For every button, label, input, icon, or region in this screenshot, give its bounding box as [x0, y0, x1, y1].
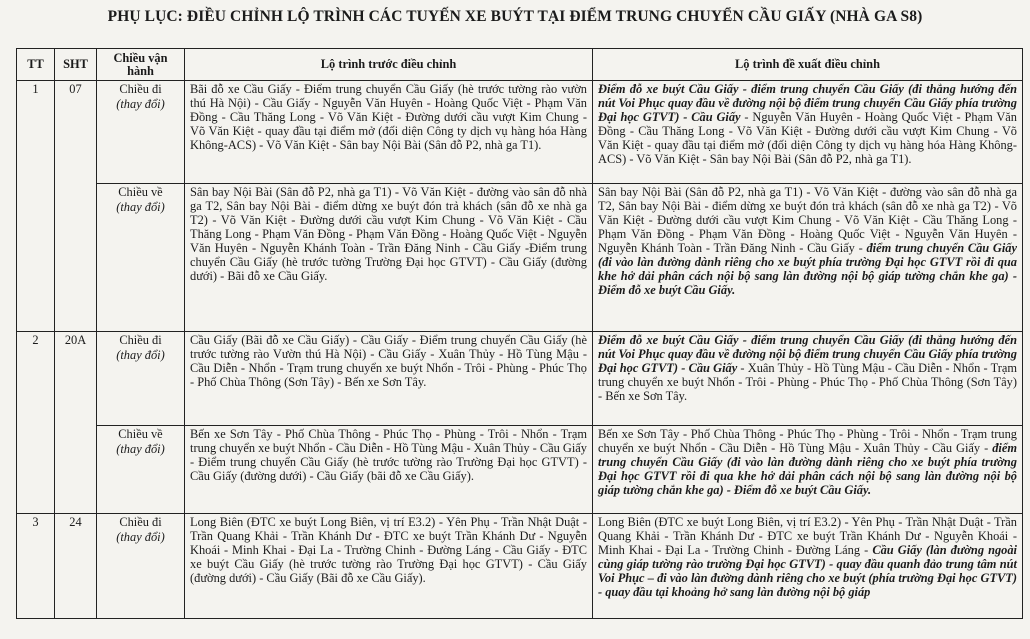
direction-cell	[97, 514, 185, 619]
route-index: 3	[17, 514, 55, 619]
before-route: Bến xe Sơn Tây - Phố Chùa Thông - Phúc Thọ - Phùng - Trôi - Nhổn - Trạm trung chuyển xe buýt Nhổn - Cầu Diễn - Hồ Tùng Mậu - Xuân Thủy - Cầu Giấy - Điểm trung chuyển Cầu Giấy (hè trước tường rào Trường Đại học GTVT) - Cầu Giấy (đường dưới) - Cầu Giấy (bãi đỗ xe Cầu Giấy).	[185, 426, 593, 514]
direction-label: Chiều về	[118, 427, 163, 441]
proposed-text: Sân bay Nội Bài (Sân đỗ P2, nhà ga T1) - Võ Văn Kiệt - đường vào sân đỗ nhà ga T2, Sân bay Nội Bài - điểm dừng xe buýt đón trả khách (sân đỗ xe nhà ga T2) - Võ Văn Kiệt - Đường dưới cầu vượt Kim Chung - Võ Văn Kiệt - Cầu Thăng Long - Phạm Văn Đồng - Phạm Văn Đồng - Hoàng Quốc Việt - Nguyễn Văn Huyên - Nguyễn Khánh Toàn - Trần Đăng Ninh - Cầu Giấy -	[598, 185, 1017, 255]
direction-label: Chiều đi	[119, 333, 162, 347]
before-route: Long Biên (ĐTC xe buýt Long Biên, vị trí E3.2) - Yên Phụ - Trần Nhật Duật - Trần Quang Khải - Trần Khánh Dư - ĐTC xe buýt Trần Khánh Dư - Nguyễn Khoái - Minh Khai - Đại La - Trường Chinh - Đường Láng - Cầu Giấy - ĐTC xe buýt Cầu Giấy (hè trước tường rào Trường Đại học GTVT) - Cầu Giấy (đường dưới) - Cầu Giấy (Bãi đỗ xe Cầu Giấy).	[185, 514, 593, 619]
before-route: Cầu Giấy (Bãi đỗ xe Cầu Giấy) - Cầu Giấy - Điểm trung chuyển Cầu Giấy (hè trước tường rào Vườn thú Hà Nội) - Cầu Giấy - Xuân Thủy - Hồ Tùng Mậu - Cầu Diễn - Nhổn - Trạm trung chuyển xe buýt Nhổn - Trôi - Phùng - Phúc Thọ - Phố Chùa Thông (Sơn Tây) - Bến xe Sơn Tây.	[185, 332, 593, 426]
header-tt: TT	[17, 49, 55, 81]
header-sht: SHT	[55, 49, 97, 81]
route-number: 07	[55, 81, 97, 332]
proposed-emphasis: Cầu Giấy (làn đường ngoài cùng giáp tường rào trường Đại học GTVT) - quay đầu quanh đảo trung tâm nút Voi Phục – đi vào làn đường dành riêng cho xe buýt (phía trường Đại học GTVT) - quay đầu tại khoảng hở sang làn đường nội bộ giáp	[598, 543, 1018, 599]
before-route: Bãi đỗ xe Cầu Giấy - Điểm trung chuyển Cầu Giấy (hè trước tường rào vườn thú Hà Nội) - Cầu Giấy - Nguyễn Văn Huyên - Hoàng Quốc Việt - Phạm Văn Đồng - Cầu Thăng Long - Võ Văn Kiệt - Đường dưới cầu vượt Kim Chung - Võ Văn Kiệt - quay đầu tại điểm mở (đối diện Công ty dịch vụ hàng hóa Hàng Không-ACS) - Võ Văn Kiệt - Sân bay Nội Bài (Sân đỗ P2, nhà ga T1).	[185, 81, 593, 184]
direction-cell	[97, 426, 185, 514]
proposed-text: - Nguyễn Văn Huyên - Hoàng Quốc Việt - Phạm Văn Đồng - Cầu Thăng Long - Võ Văn Kiệt - Đường dưới cầu vượt Kim Chung - Võ Văn Kiệt - quay đầu tại điểm mở (đối diện Công ty dịch vụ hàng hóa Hàng Không-ACS) - Võ Văn Kiệt - Sân bay Nội Bài (Sân đỗ P2, nhà ga T1).	[598, 110, 1018, 166]
direction-note: (thay đổi)	[116, 97, 165, 111]
direction-cell	[97, 184, 185, 332]
direction-label: Chiều đi	[119, 515, 162, 529]
proposed-emphasis: Điểm đỗ xe buýt Cầu Giấy - điểm trung chuyển Cầu Giấy (đi thẳng hướng đến nút Voi Phục quay đầu về đường nội bộ điểm trung chuyển Cầu Giấy phía trường Đại học GTVT) - Cầu Giấy	[598, 82, 1017, 124]
proposed-route	[593, 332, 1023, 426]
direction-note: (thay đổi)	[116, 442, 165, 456]
table-header-row	[17, 49, 1023, 81]
route-index: 1	[17, 81, 55, 332]
table-row	[17, 81, 1023, 184]
proposed-emphasis: Điểm đỗ xe buýt Cầu Giấy - điểm trung chuyển Cầu Giấy (đi thẳng hướng đến nút Voi Phục quay đầu về đường nội bộ điểm trung chuyển Cầu Giấy phía trường Đại học GTVT) - Cầu Giấy	[598, 333, 1017, 375]
route-number: 20A	[55, 332, 97, 514]
header-proposed: Lộ trình đề xuất điều chỉnh	[593, 49, 1023, 81]
proposed-text: - Xuân Thủy - Hồ Tùng Mậu - Cầu Diễn - Nhổn - Trạm trung chuyển xe buýt Nhổn - Trôi - Phùng - Phúc Thọ - Phố Chùa Thông (Sơn Tây) - Bến xe Sơn Tây.	[598, 361, 1018, 403]
table-row	[17, 332, 1023, 426]
proposed-route	[593, 184, 1023, 332]
table-row	[17, 426, 1023, 514]
direction-label: Chiều về	[118, 185, 163, 199]
proposed-route	[593, 81, 1023, 184]
proposed-emphasis: điểm trung chuyển Cầu Giấy (đi vào làn đường dành riêng cho xe buýt phía trường Đại học GTVT rồi đi qua khe hở dải phân cách nội bộ sang làn đường nội bộ giáp tường chắn khe ga) - Điểm đỗ xe buýt Cầu Giấy.	[598, 441, 1017, 497]
route-number: 24	[55, 514, 97, 619]
table-row	[17, 514, 1023, 619]
direction-note: (thay đổi)	[116, 200, 165, 214]
proposed-route	[593, 426, 1023, 514]
route-index: 2	[17, 332, 55, 514]
direction-note: (thay đổi)	[116, 348, 165, 362]
direction-cell	[97, 332, 185, 426]
direction-cell	[97, 81, 185, 184]
before-route: Sân bay Nội Bài (Sân đỗ P2, nhà ga T1) - Võ Văn Kiệt - đường vào sân đỗ nhà ga T2, Sân bay Nội Bài - điểm dừng xe buýt đón trả khách (sân đỗ xe nhà ga T2) - Võ Văn Kiệt - Đường dưới cầu vượt Kim Chung - Võ Văn Kiệt - Cầu Thăng Long - Phạm Văn Đồng - Phạm Văn Đồng - Hoàng Quốc Việt - Nguyễn Văn Huyên - Nguyễn Khánh Toàn - Trần Đăng Ninh - Cầu Giấy -Điểm trung chuyển Cầu Giấy (hè trước tường Trường Đại học GTVT) - Cầu Giấy (đường dưới) - Bãi đỗ xe Cầu Giấy.	[185, 184, 593, 332]
proposed-route	[593, 514, 1023, 619]
route-adjustment-table	[16, 48, 1023, 619]
page-title: PHỤ LỤC: ĐIỀU CHỈNH LỘ TRÌNH CÁC TUYẾN XE BUÝT TẠI ĐIỂM TRUNG CHUYỂN CẦU GIẤY (NHÀ GA S8)	[107, 8, 923, 25]
header-before: Lộ trình trước điều chỉnh	[185, 49, 593, 81]
header-direction: Chiều vận hành	[97, 49, 185, 81]
direction-label: Chiều đi	[119, 82, 162, 96]
table-row	[17, 184, 1023, 332]
proposed-emphasis: điểm trung chuyển Cầu Giấy (đi vào làn đường dành riêng cho xe buýt phía trường Đại học GTVT rồi đi qua khe hở dải phân cách nội bộ sang làn đường nội bộ giáp tường chắn khe ga) - Điểm đỗ xe buýt Cầu Giấy.	[598, 241, 1017, 297]
proposed-text: Bến xe Sơn Tây - Phố Chùa Thông - Phúc Thọ - Phùng - Trôi - Nhổn - Trạm trung chuyển xe buýt Nhổn - Cầu Diễn - Hồ Tùng Mậu - Xuân Thủy - Cầu Giấy -	[598, 427, 1017, 455]
proposed-text: Long Biên (ĐTC xe buýt Long Biên, vị trí E3.2) - Yên Phụ - Trần Nhật Duật - Trần Quang Khải - Trần Khánh Dư - ĐTC xe buýt Trần Khánh Dư - Nguyễn Khoái - Minh Khai - Đại La - Trường Chinh - Đường Láng -	[598, 515, 1017, 557]
direction-note: (thay đổi)	[116, 530, 165, 544]
